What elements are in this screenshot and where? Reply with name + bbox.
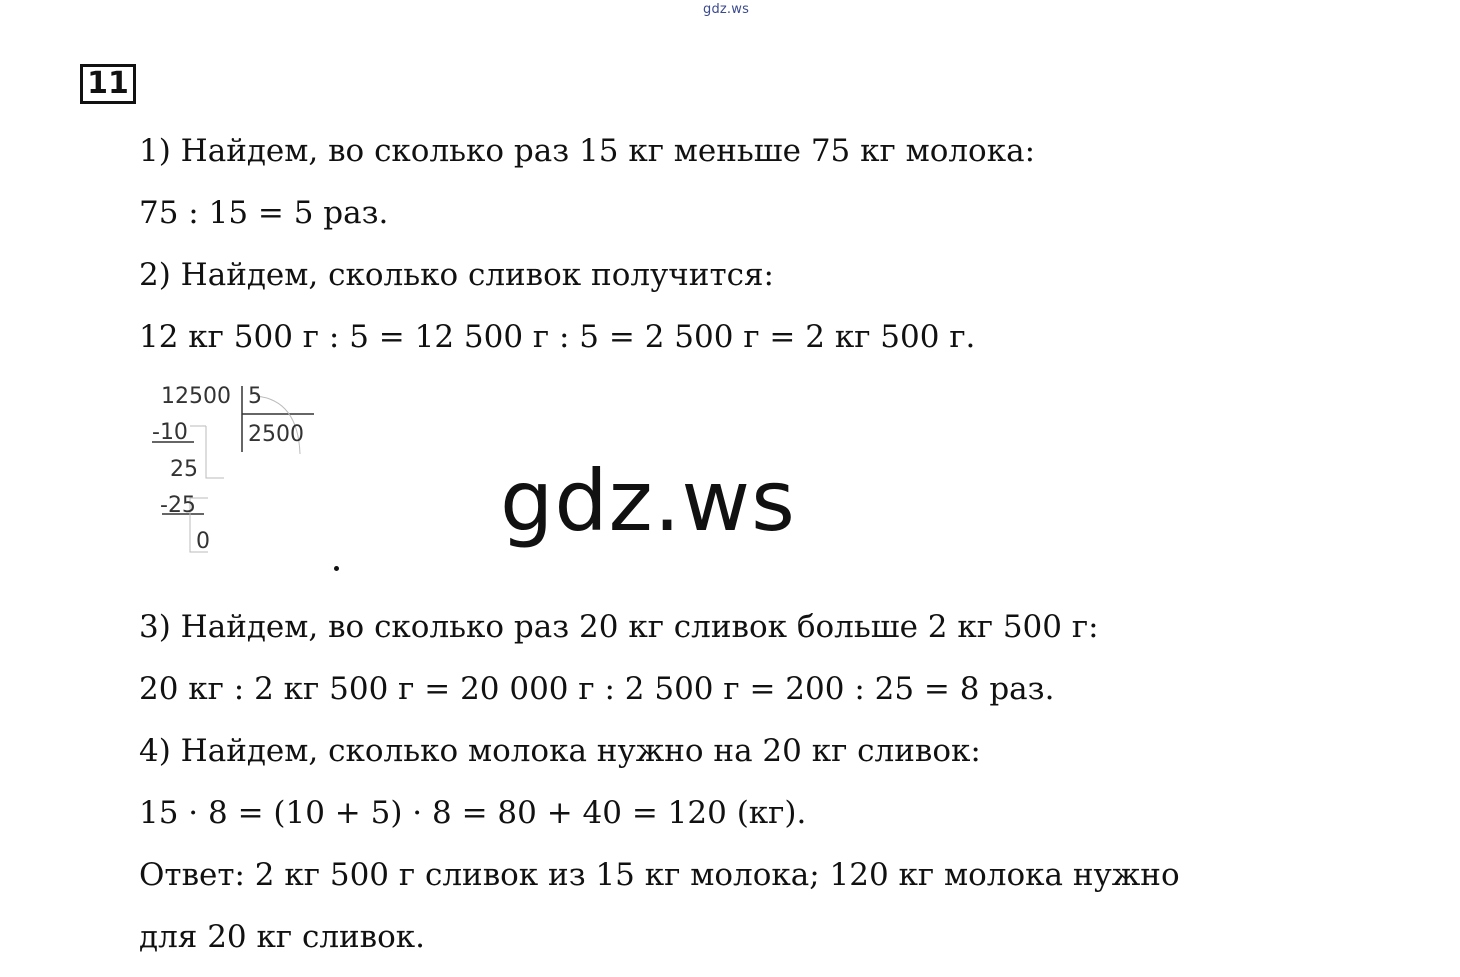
stray-dot [334, 566, 339, 571]
task-number: 11 [87, 66, 129, 101]
solution-line-5: 3) Найдем, во сколько раз 20 кг сливок больше 2 кг 500 г: [139, 609, 1099, 645]
answer-line-1: Ответ: 2 кг 500 г сливок из 15 кг молока; 120 кг молока нужно [139, 857, 1180, 893]
long-division [148, 380, 328, 560]
watermark-center: gdz.ws [500, 452, 796, 550]
task-number-box [80, 64, 136, 104]
solution-line-4: 12 кг 500 г : 5 = 12 500 г : 5 = 2 500 г = 2 кг 500 г. [139, 319, 976, 355]
solution-line-8: 15 · 8 = (10 + 5) · 8 = 80 + 40 = 120 (кг). [139, 795, 807, 831]
division-quotient: 2500 [248, 422, 304, 447]
division-dividend: 12500 [161, 384, 231, 409]
division-remainder: 0 [196, 529, 210, 554]
watermark-top: gdz.ws [703, 2, 750, 17]
solution-line-3: 2) Найдем, сколько сливок получится: [139, 257, 774, 293]
division-divisor: 5 [248, 384, 262, 409]
division-step-1: -10 [152, 420, 188, 445]
solution-line-6: 20 кг : 2 кг 500 г = 20 000 г : 2 500 г = 200 : 25 = 8 раз. [139, 671, 1055, 707]
answer-line-2: для 20 кг сливок. [139, 919, 426, 955]
solution-line-1: 1) Найдем, во сколько раз 15 кг меньше 75 кг молока: [139, 133, 1036, 169]
division-step-2: 25 [170, 457, 198, 482]
solution-line-7: 4) Найдем, сколько молока нужно на 20 кг сливок: [139, 733, 981, 769]
solution-line-2: 75 : 15 = 5 раз. [139, 195, 389, 231]
division-step-3: -25 [160, 493, 196, 518]
